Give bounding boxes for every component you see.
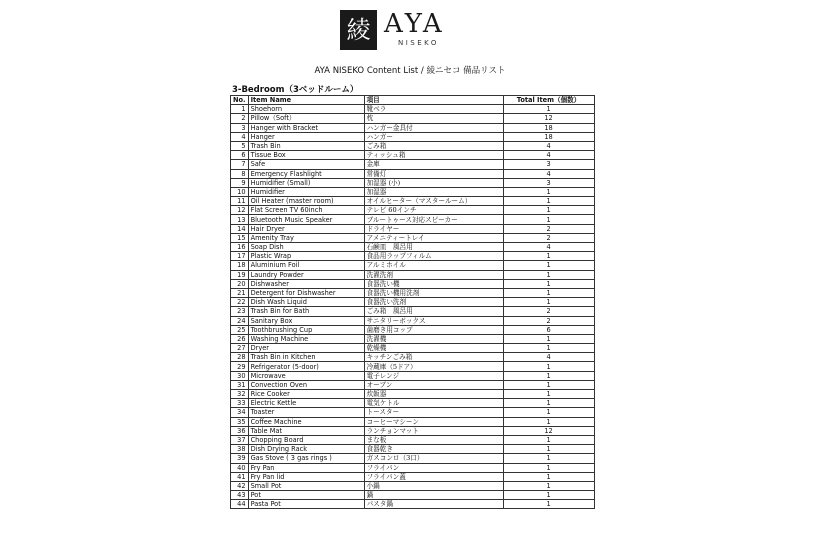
- row-number: 8: [231, 169, 249, 178]
- row-total: 1: [503, 463, 594, 472]
- row-total: 2: [503, 307, 594, 316]
- row-item-name: Refrigerator (5-door): [248, 362, 364, 371]
- table-row: [231, 178, 595, 187]
- table-row: [231, 132, 595, 141]
- row-item-name: Microwave: [248, 371, 364, 380]
- row-japanese-name: 乾燥機: [364, 344, 503, 353]
- row-number: 13: [231, 215, 249, 224]
- row-number: 28: [231, 353, 249, 362]
- table-row: [231, 463, 595, 472]
- table-row: [231, 325, 595, 334]
- table-row: [231, 491, 595, 500]
- row-number: 19: [231, 270, 249, 279]
- row-item-name: Plastic Wrap: [248, 252, 364, 261]
- table-row: [231, 362, 595, 371]
- row-number: 40: [231, 463, 249, 472]
- row-item-name: Convection Oven: [248, 380, 364, 389]
- row-total: 1: [503, 454, 594, 463]
- row-item-name: Toothbrushing Cup: [248, 325, 364, 334]
- row-japanese-name: 洗濯機: [364, 334, 503, 343]
- table-row: [231, 390, 595, 399]
- logo-mark: 綾: [340, 10, 377, 50]
- row-total: 12: [503, 114, 594, 123]
- header-japanese: 項目: [364, 96, 503, 105]
- row-japanese-name: 食器乾き: [364, 445, 503, 454]
- row-number: 41: [231, 472, 249, 481]
- row-total: 2: [503, 224, 594, 233]
- row-total: 1: [503, 445, 594, 454]
- table-row: [231, 105, 595, 114]
- table-row: [231, 399, 595, 408]
- row-total: 1: [503, 270, 594, 279]
- row-number: 26: [231, 334, 249, 343]
- table-row: [231, 334, 595, 343]
- row-item-name: Emergency Flashlight: [248, 169, 364, 178]
- row-item-name: Bluetooth Music Speaker: [248, 215, 364, 224]
- row-number: 24: [231, 316, 249, 325]
- row-japanese-name: 加湿器: [364, 187, 503, 196]
- header-total: Total Item（個数）: [503, 96, 594, 105]
- row-japanese-name: 常備灯: [364, 169, 503, 178]
- row-number: 31: [231, 380, 249, 389]
- row-japanese-name: ブルートゥース対応スピーカー: [364, 215, 503, 224]
- row-number: 3: [231, 123, 249, 132]
- row-item-name: Gas Stove ( 3 gas rings ): [248, 454, 364, 463]
- row-item-name: Dishwasher: [248, 279, 364, 288]
- table-row: [231, 233, 595, 242]
- row-item-name: Flat Screen TV 60inch: [248, 206, 364, 215]
- row-number: 1: [231, 105, 249, 114]
- row-japanese-name: 冷蔵庫（5ドア）: [364, 362, 503, 371]
- row-total: 6: [503, 325, 594, 334]
- row-japanese-name: 食品用ラップフィルム: [364, 252, 503, 261]
- row-total: 18: [503, 123, 594, 132]
- row-item-name: Dryer: [248, 344, 364, 353]
- row-japanese-name: 鍋: [364, 491, 503, 500]
- row-item-name: Humidifier: [248, 187, 364, 196]
- row-total: 1: [503, 481, 594, 490]
- row-item-name: Chopping Board: [248, 435, 364, 444]
- row-number: 17: [231, 252, 249, 261]
- row-total: 1: [503, 362, 594, 371]
- row-japanese-name: 石鹸皿 風呂用: [364, 243, 503, 252]
- row-japanese-name: ドライヤー: [364, 224, 503, 233]
- logo-name: AYA: [384, 9, 445, 39]
- row-item-name: Laundry Powder: [248, 270, 364, 279]
- table-row: [231, 114, 595, 123]
- table-row: [231, 298, 595, 307]
- row-number: 35: [231, 417, 249, 426]
- table-row: [231, 344, 595, 353]
- row-number: 38: [231, 445, 249, 454]
- row-total: 1: [503, 399, 594, 408]
- row-number: 22: [231, 298, 249, 307]
- row-japanese-name: 靴ベラ: [364, 105, 503, 114]
- row-number: 14: [231, 224, 249, 233]
- table-row: [231, 252, 595, 261]
- row-item-name: Table Mat: [248, 426, 364, 435]
- table-row: [231, 500, 595, 509]
- row-number: 16: [231, 243, 249, 252]
- row-number: 20: [231, 279, 249, 288]
- row-total: 1: [503, 472, 594, 481]
- row-number: 7: [231, 160, 249, 169]
- row-item-name: Trash Bin in Kitchen: [248, 353, 364, 362]
- row-item-name: Toaster: [248, 408, 364, 417]
- row-japanese-name: 枕: [364, 114, 503, 123]
- logo-text: [384, 10, 445, 47]
- row-total: 1: [503, 261, 594, 270]
- row-japanese-name: キッチンごみ箱: [364, 353, 503, 362]
- row-item-name: Trash Bin: [248, 141, 364, 150]
- row-total: 1: [503, 252, 594, 261]
- row-japanese-name: ごみ箱: [364, 141, 503, 150]
- row-item-name: Fry Pan: [248, 463, 364, 472]
- row-total: 4: [503, 151, 594, 160]
- table-row: [231, 426, 595, 435]
- row-number: 6: [231, 151, 249, 160]
- row-japanese-name: 歯磨き用コップ: [364, 325, 503, 334]
- row-total: 1: [503, 491, 594, 500]
- row-item-name: Washing Machine: [248, 334, 364, 343]
- row-item-name: Humidifier (Small): [248, 178, 364, 187]
- row-item-name: Rice Cooker: [248, 390, 364, 399]
- row-japanese-name: コーヒーマシーン: [364, 417, 503, 426]
- row-number: 32: [231, 390, 249, 399]
- table-row: [231, 472, 595, 481]
- row-japanese-name: まな板: [364, 435, 503, 444]
- row-total: 4: [503, 243, 594, 252]
- row-total: 3: [503, 178, 594, 187]
- table-row: [231, 408, 595, 417]
- row-total: 1: [503, 371, 594, 380]
- row-japanese-name: 洗濯洗剤: [364, 270, 503, 279]
- table-row: [231, 206, 595, 215]
- table-row: [231, 445, 595, 454]
- row-total: 1: [503, 187, 594, 196]
- table-row: [231, 371, 595, 380]
- table-row: [231, 454, 595, 463]
- row-item-name: Fry Pan lid: [248, 472, 364, 481]
- row-total: 2: [503, 316, 594, 325]
- row-item-name: Shoehorn: [248, 105, 364, 114]
- row-japanese-name: 加湿器 (小): [364, 178, 503, 187]
- table-row: [231, 353, 595, 362]
- row-total: 1: [503, 408, 594, 417]
- row-total: 1: [503, 298, 594, 307]
- row-total: 1: [503, 344, 594, 353]
- row-total: 1: [503, 500, 594, 509]
- table-row: [231, 151, 595, 160]
- row-total: 1: [503, 215, 594, 224]
- table-row: [231, 307, 595, 316]
- row-number: 39: [231, 454, 249, 463]
- row-japanese-name: テレビ 60インチ: [364, 206, 503, 215]
- row-japanese-name: 電気ケトル: [364, 399, 503, 408]
- table-row: [231, 279, 595, 288]
- row-number: 4: [231, 132, 249, 141]
- table-row: [231, 187, 595, 196]
- table-row: [231, 224, 595, 233]
- row-number: 25: [231, 325, 249, 334]
- row-total: 12: [503, 426, 594, 435]
- row-number: 37: [231, 435, 249, 444]
- table-row: [231, 215, 595, 224]
- row-japanese-name: フライパン: [364, 463, 503, 472]
- row-japanese-name: 食器洗い洗剤: [364, 298, 503, 307]
- header-item-name: Item Name: [248, 96, 364, 105]
- row-japanese-name: アルミホイル: [364, 261, 503, 270]
- row-japanese-name: フライパン蓋: [364, 472, 503, 481]
- row-number: 21: [231, 288, 249, 297]
- row-total: 2: [503, 233, 594, 242]
- row-number: 34: [231, 408, 249, 417]
- row-number: 29: [231, 362, 249, 371]
- row-total: 4: [503, 141, 594, 150]
- row-total: 4: [503, 353, 594, 362]
- row-item-name: Dish Wash Liquid: [248, 298, 364, 307]
- row-item-name: Dish Drying Rack: [248, 445, 364, 454]
- table-row: [231, 481, 595, 490]
- content-table: [230, 95, 595, 509]
- row-item-name: Tissue Box: [248, 151, 364, 160]
- header-no: No.: [231, 96, 249, 105]
- row-number: 11: [231, 197, 249, 206]
- row-item-name: Pot: [248, 491, 364, 500]
- section-label: 3-Bedroom（3ベッドルーム）: [232, 85, 359, 95]
- row-number: 18: [231, 261, 249, 270]
- row-japanese-name: 小鍋: [364, 481, 503, 490]
- table-row: [231, 123, 595, 132]
- row-item-name: Electric Kettle: [248, 399, 364, 408]
- row-japanese-name: ごみ箱 風呂用: [364, 307, 503, 316]
- table-row: [231, 243, 595, 252]
- row-total: 1: [503, 334, 594, 343]
- row-number: 42: [231, 481, 249, 490]
- row-item-name: Detergent for Dishwasher: [248, 288, 364, 297]
- row-number: 23: [231, 307, 249, 316]
- row-japanese-name: ハンガー: [364, 132, 503, 141]
- row-item-name: Oil Heater (master room): [248, 197, 364, 206]
- row-japanese-name: 食器洗い機: [364, 279, 503, 288]
- row-japanese-name: トースター: [364, 408, 503, 417]
- row-japanese-name: ランチョンマット: [364, 426, 503, 435]
- table-row: [231, 141, 595, 150]
- row-number: 2: [231, 114, 249, 123]
- row-number: 44: [231, 500, 249, 509]
- table-row: [231, 417, 595, 426]
- row-item-name: Sanitary Box: [248, 316, 364, 325]
- table-row: [231, 169, 595, 178]
- row-japanese-name: 炊飯器: [364, 390, 503, 399]
- row-item-name: Small Pot: [248, 481, 364, 490]
- row-japanese-name: アメニティートレイ: [364, 233, 503, 242]
- row-japanese-name: 食器洗い機用洗剤: [364, 288, 503, 297]
- row-number: 43: [231, 491, 249, 500]
- row-number: 15: [231, 233, 249, 242]
- row-total: 1: [503, 417, 594, 426]
- row-japanese-name: パスタ鍋: [364, 500, 503, 509]
- row-number: 30: [231, 371, 249, 380]
- row-total: 3: [503, 160, 594, 169]
- row-number: 12: [231, 206, 249, 215]
- row-japanese-name: オーブン: [364, 380, 503, 389]
- table-row: [231, 435, 595, 444]
- table-row: [231, 288, 595, 297]
- row-total: 18: [503, 132, 594, 141]
- row-total: 1: [503, 105, 594, 114]
- row-number: 5: [231, 141, 249, 150]
- row-item-name: Amenity Tray: [248, 233, 364, 242]
- row-item-name: Hanger: [248, 132, 364, 141]
- row-total: 1: [503, 206, 594, 215]
- row-number: 10: [231, 187, 249, 196]
- document-title: AYA NISEKO Content List / 綾ニセコ 備品リスト: [314, 66, 506, 76]
- row-item-name: Pillow（Soft）: [248, 114, 364, 123]
- table-row: [231, 197, 595, 206]
- row-item-name: Hanger with Bracket: [248, 123, 364, 132]
- table-header-row: [231, 96, 595, 105]
- row-japanese-name: ティッシュ箱: [364, 151, 503, 160]
- row-item-name: Trash Bin for Bath: [248, 307, 364, 316]
- row-item-name: Coffee Machine: [248, 417, 364, 426]
- table-body: [231, 105, 595, 509]
- row-japanese-name: 電子レンジ: [364, 371, 503, 380]
- row-japanese-name: ガスコンロ（3口）: [364, 454, 503, 463]
- row-total: 1: [503, 435, 594, 444]
- row-item-name: Aluminium Foil: [248, 261, 364, 270]
- table-row: [231, 160, 595, 169]
- logo: [340, 10, 445, 50]
- row-total: 1: [503, 380, 594, 389]
- row-item-name: Safe: [248, 160, 364, 169]
- table-row: [231, 380, 595, 389]
- row-total: 1: [503, 197, 594, 206]
- row-number: 9: [231, 178, 249, 187]
- row-number: 36: [231, 426, 249, 435]
- row-total: 1: [503, 288, 594, 297]
- table-row: [231, 261, 595, 270]
- row-number: 27: [231, 344, 249, 353]
- table-row: [231, 316, 595, 325]
- row-total: 1: [503, 390, 594, 399]
- row-item-name: Hair Dryer: [248, 224, 364, 233]
- row-item-name: Soap Dish: [248, 243, 364, 252]
- row-total: 4: [503, 169, 594, 178]
- table-row: [231, 270, 595, 279]
- row-item-name: Pasta Pot: [248, 500, 364, 509]
- row-japanese-name: サニタリーボックス: [364, 316, 503, 325]
- row-japanese-name: ハンガー金具付: [364, 123, 503, 132]
- row-japanese-name: 金庫: [364, 160, 503, 169]
- row-japanese-name: オイルヒーター（マスタールーム）: [364, 197, 503, 206]
- row-number: 33: [231, 399, 249, 408]
- row-total: 1: [503, 279, 594, 288]
- logo-subtitle: NISEKO: [398, 39, 439, 47]
